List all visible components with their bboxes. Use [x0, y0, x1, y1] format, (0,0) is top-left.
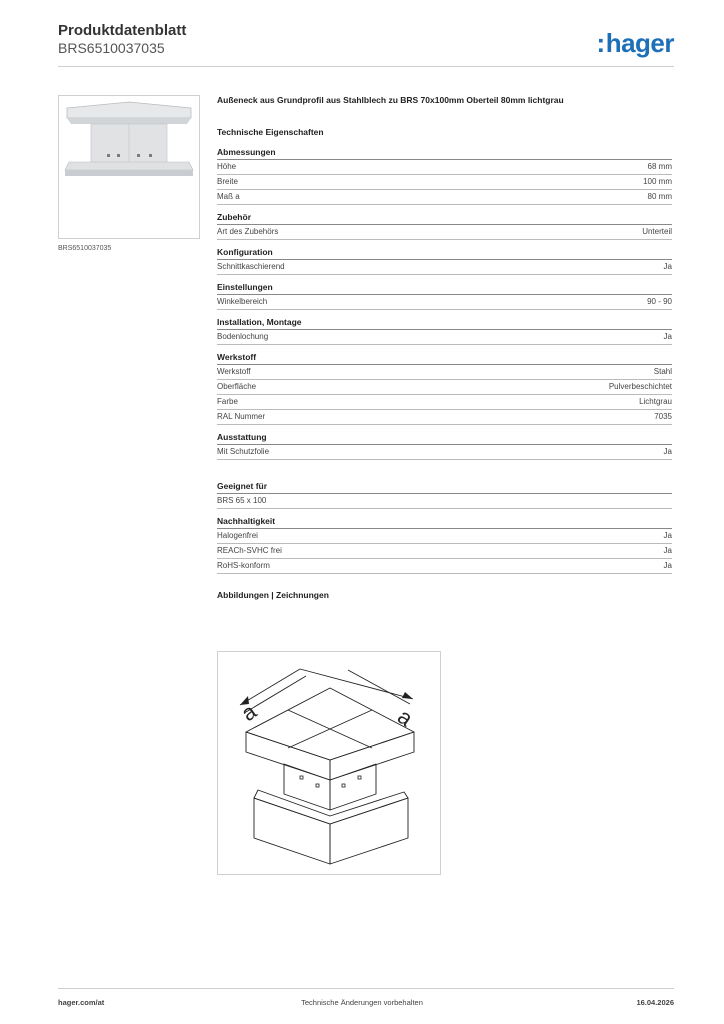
document-subtitle: BRS6510037035	[58, 40, 165, 56]
section-sustainability	[217, 516, 672, 574]
row-label: Bodenlochung	[217, 332, 269, 341]
footer-divider	[58, 988, 674, 989]
row-label: Oberfläche	[217, 382, 257, 391]
row-label: Art des Zubehörs	[217, 227, 279, 236]
technical-drawing-illustration	[218, 652, 440, 874]
row-value: Ja	[663, 546, 672, 555]
row-label: Farbe	[217, 397, 238, 406]
section-accessory	[217, 212, 672, 240]
row-label: REACh-SVHC frei	[217, 546, 282, 555]
table-row	[217, 544, 672, 559]
section-dimensions	[217, 147, 672, 205]
section-installation	[217, 317, 672, 345]
table-row	[217, 365, 672, 380]
technical-drawing	[217, 651, 441, 875]
header-divider	[58, 66, 674, 67]
row-label: Höhe	[217, 162, 237, 171]
row-value: Ja	[663, 561, 672, 570]
table-row	[217, 559, 672, 574]
section-configuration	[217, 247, 672, 275]
technical-properties-heading: Technische Eigenschaften	[217, 127, 324, 137]
drawings-heading: Abbildungen | Zeichnungen	[217, 590, 329, 600]
table-row	[217, 395, 672, 410]
section-title: Geeignet für	[217, 481, 672, 494]
table-row	[217, 295, 672, 310]
section-title: Zubehör	[217, 212, 672, 225]
section-title: Installation, Montage	[217, 317, 672, 330]
document-title: Produktdatenblatt	[58, 22, 187, 39]
row-value: Stahl	[653, 367, 672, 376]
row-label: Winkelbereich	[217, 297, 268, 306]
row-value: 100 mm	[643, 177, 672, 186]
row-value: Pulverbeschichtet	[608, 382, 672, 391]
section-title: Abmessungen	[217, 147, 672, 160]
footer-website-link[interactable]: hager.com/at	[58, 998, 105, 1007]
footer-disclaimer: Technische Änderungen vorbehalten	[301, 998, 423, 1007]
section-settings	[217, 282, 672, 310]
row-label: Breite	[217, 177, 238, 186]
row-value: Ja	[663, 332, 672, 341]
row-label: Mit Schutzfolie	[217, 447, 270, 456]
footer-date: 16.04.2026	[636, 998, 674, 1007]
logo-dots-icon: :	[596, 28, 605, 58]
row-value: 7035	[654, 412, 672, 421]
row-label: Halogenfrei	[217, 531, 258, 540]
product-photo-illustration	[59, 96, 199, 238]
section-title: Nachhaltigkeit	[217, 516, 672, 529]
row-value: 68 mm	[647, 162, 672, 171]
dimension-label-a: a	[393, 703, 418, 732]
header	[58, 22, 186, 57]
section-suitable-for	[217, 481, 672, 509]
table-row	[217, 529, 672, 544]
table-row	[217, 330, 672, 345]
product-description: Außeneck aus Grundprofil aus Stahlblech zu BRS 70x100mm Oberteil 80mm lichtgrau	[217, 95, 564, 105]
table-row	[217, 410, 672, 425]
section-title: Einstellungen	[217, 282, 672, 295]
row-value: 80 mm	[647, 192, 672, 201]
table-row	[217, 225, 672, 240]
table-row	[217, 445, 672, 460]
row-label: Werkstoff	[217, 367, 251, 376]
row-value: Ja	[663, 531, 672, 540]
section-title: Werkstoff	[217, 352, 672, 365]
row-label: RAL Nummer	[217, 412, 266, 421]
section-equipment	[217, 432, 672, 460]
table-row	[217, 380, 672, 395]
table-row	[217, 494, 672, 509]
product-image-caption: BRS6510037035	[58, 245, 112, 252]
row-value: 90 - 90	[647, 297, 672, 306]
logo-text: hager	[605, 28, 674, 58]
row-value: Lichtgrau	[639, 397, 672, 406]
table-row	[217, 190, 672, 205]
row-label: Schnittkaschierend	[217, 262, 285, 271]
table-row	[217, 160, 672, 175]
hager-logo	[597, 28, 674, 59]
row-label: Maß a	[217, 192, 240, 201]
section-title: Konfiguration	[217, 247, 672, 260]
row-value: Ja	[663, 262, 672, 271]
row-value: Unterteil	[642, 227, 672, 236]
product-image	[58, 95, 200, 239]
dimension-label-a: a	[236, 698, 261, 727]
technical-data	[217, 95, 672, 602]
table-row	[217, 175, 672, 190]
row-label: RoHS-konform	[217, 561, 270, 570]
row-value: Ja	[663, 447, 672, 456]
section-material	[217, 352, 672, 425]
spacer	[217, 467, 672, 481]
row-label: BRS 65 x 100	[217, 496, 267, 505]
table-row	[217, 260, 672, 275]
section-title: Ausstattung	[217, 432, 672, 445]
